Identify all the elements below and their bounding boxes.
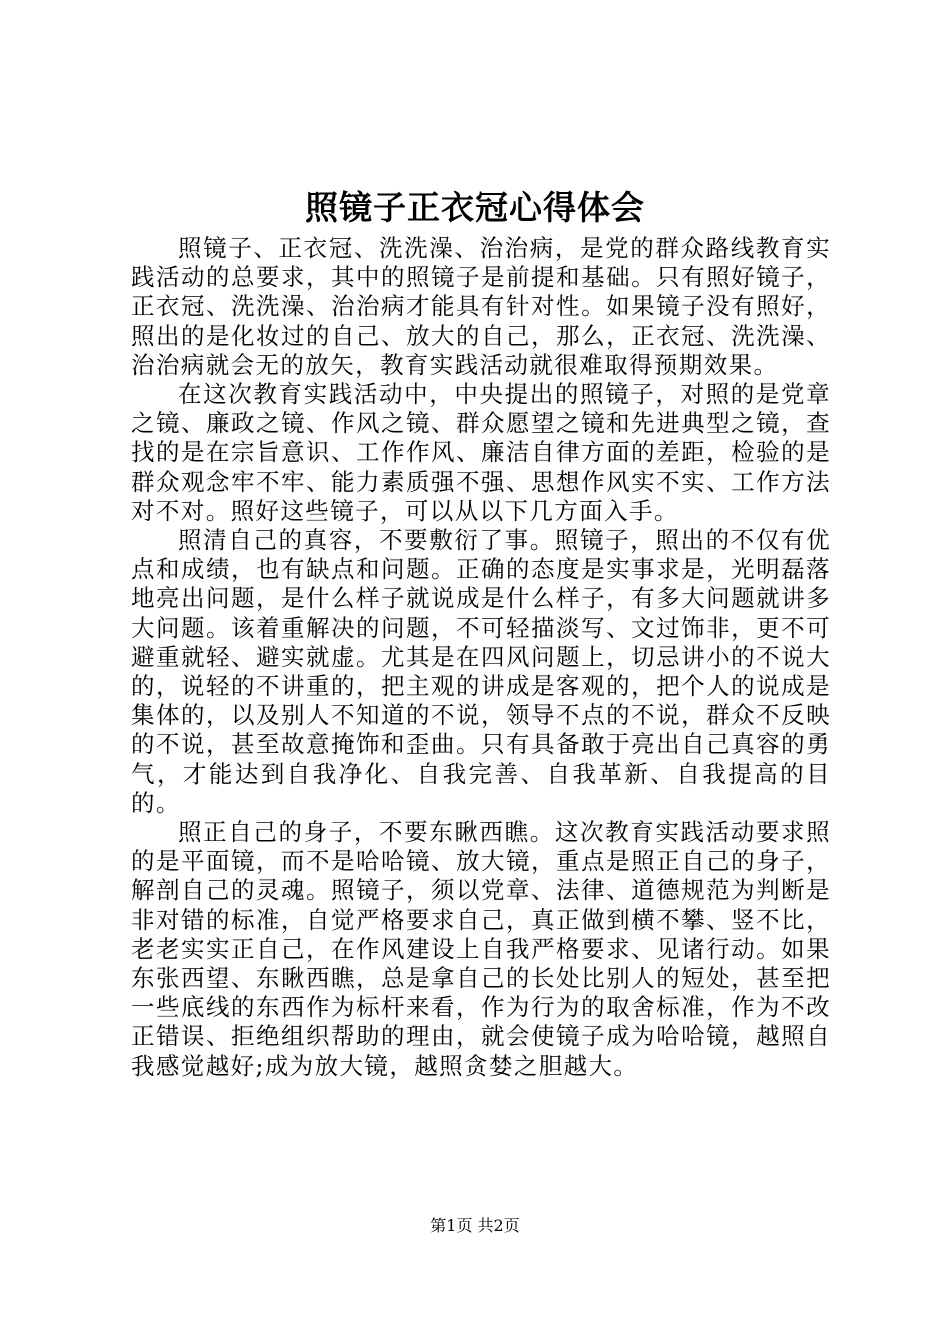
page-number-footer: 第1页 共2页 bbox=[430, 1216, 520, 1235]
paragraph-3: 照清自己的真容，不要敷衍了事。照镜子，照出的不仅有优点和成绩，也有缺点和问题。正确的态度是实事求是，光明磊落地亮出问题，是什么样子就说成是什么样子，有多大问题就讲多大问题。该着重解决的问题，不可轻描淡写、文过饰非，更不可避重就轻、避实就虚。尤其是在四风问题上，切忌讲小的不说大的，说轻的不讲重的，把主观的讲成是客观的，把个人的说成是集体的，以及别人不知道的不说，领导不点的不说，群众不反映的不说，甚至故意掩饰和歪曲。只有具备敢于亮出自己真容的勇气，才能达到自我净化、自我完善、自我革新、自我提高的目的。 bbox=[131, 526, 831, 817]
paragraph-4: 照正自己的身子，不要东瞅西瞧。这次教育实践活动要求照的是平面镜，而不是哈哈镜、放大镜，重点是照正自己的身子，解剖自己的灵魂。照镜子，须以党章、法律、道德规范为判断是非对错的标准，自觉严格要求自己，真正做到横不攀、竖不比，老老实实正自己，在作风建设上自我严格要求、见诸行动。如果东张西望、东瞅西瞧，总是拿自己的长处比别人的短处，甚至把一些底线的东西作为标杆来看，作为行为的取舍标准，作为不改正错误、拒绝组织帮助的理由，就会使镜子成为哈哈镜，越照自我感觉越好;成为放大镜，越照贪婪之胆越大。 bbox=[131, 818, 831, 1080]
document-title: 照镜子正衣冠心得体会 bbox=[305, 188, 645, 227]
paragraph-2: 在这次教育实践活动中，中央提出的照镜子，对照的是党章之镜、廉政之镜、作风之镜、群众愿望之镜和先进典型之镜，查找的是在宗旨意识、工作作风、廉洁自律方面的差距，检验的是群众观念牢不牢、能力素质强不强、思想作风实不实、工作方法对不对。照好这些镜子，可以从以下几方面入手。 bbox=[131, 380, 831, 525]
paragraph-1: 照镜子、正衣冠、洗洗澡、治治病，是党的群众路线教育实践活动的总要求，其中的照镜子是前提和基础。只有照好镜子，正衣冠、洗洗澡、治治病才能具有针对性。如果镜子没有照好，照出的是化妆过的自己、放大的自己，那么，正衣冠、洗洗澡、治治病就会无的放矢，教育实践活动就很难取得预期效果。 bbox=[131, 234, 831, 379]
document-body bbox=[131, 234, 831, 1081]
